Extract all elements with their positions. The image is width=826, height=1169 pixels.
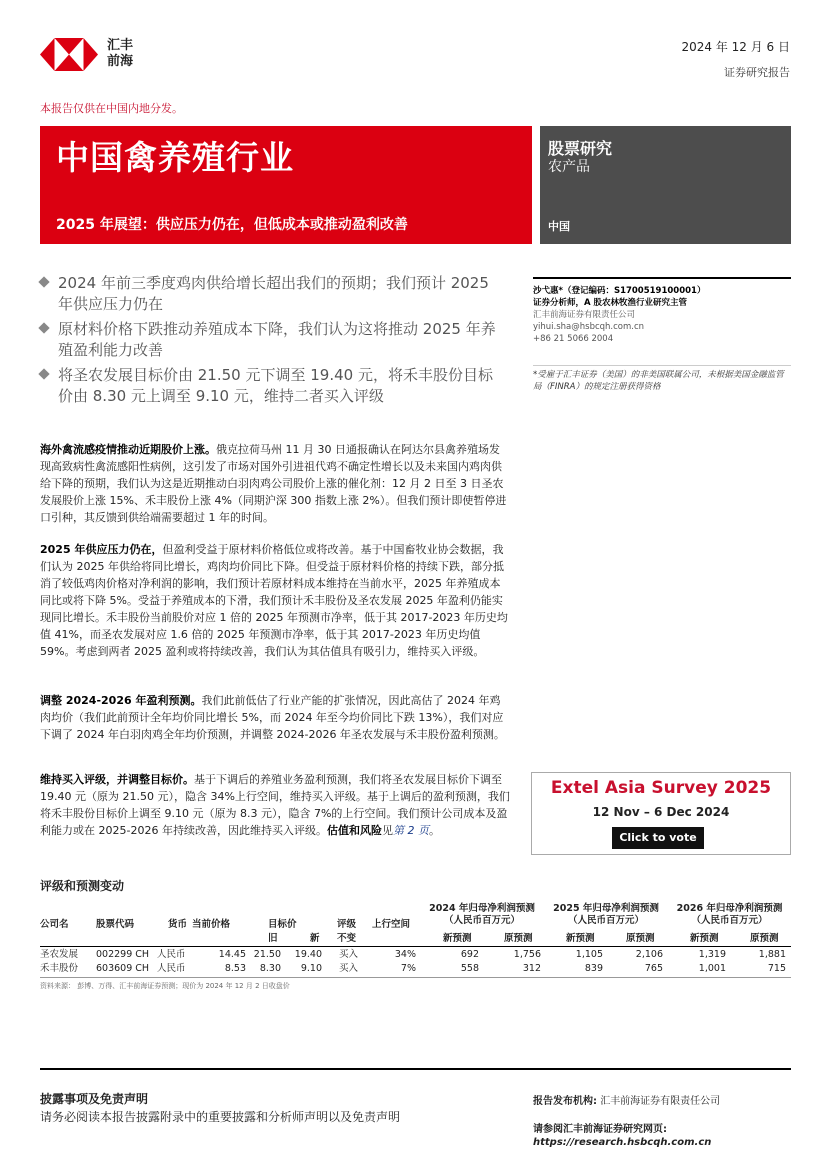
key-point: 原材料价格下跌推动养殖成本下降，我们认为这将推动 2025 年养殖盈利能力改善 [40, 319, 500, 361]
group-header: 2026 年归母净利润预测 （人民币百万元） [676, 903, 783, 926]
diamond-bullet-icon [38, 368, 49, 379]
analyst-role: 证券分析师，A 股农林牧渔行业研究主管 [533, 298, 688, 308]
sector-name: 农产品 [548, 159, 590, 175]
col-price: 当前价格 [192, 919, 231, 930]
sector-country: 中国 [548, 220, 570, 233]
analyst-note: *受雇于汇丰证券（美国）的非美国联属公司，未根据美国金融监管局（FINRA）的规定注册获得资格 [533, 365, 791, 393]
report-date: 2024 年 12 月 6 日 [681, 40, 790, 54]
key-point: 2024 年前三季度鸡肉供给增长超出我们的预期；我们预计 2025 年供应压力仍在 [40, 273, 500, 315]
col-upside: 上行空间 [372, 919, 411, 930]
col-old-f: 原预测 [750, 933, 779, 944]
survey-title: Extel Asia Survey 2025 [550, 778, 772, 798]
footer-rule [40, 1068, 791, 1070]
disclosure-text: 请务必阅读本报告披露附录中的重要披露和分析师声明以及免责声明 [40, 1110, 401, 1124]
key-points [40, 273, 500, 411]
page-subtitle: 2025 年展望：供应压力仍在，但低成本或推动盈利改善 [56, 217, 408, 233]
paragraph-2: 2025 年供应压力仍在，但盈利受益于原材料价格低位或将改善。基于中国畜牧业协会数据，我们认为 2025 年供给将同比增长，鸡肉均价同比下降。但受益于原材料价格的持续下跌，部分抵消了较低鸡肉价格对净利润的影响，我们预计若原材料成本维持在当前水平，2025 年养殖成本同比或将下降 5%。受益于养殖成本的下滑，我们预计禾丰股份及圣农发展 2025 年盈利仍能实现同比增长。禾丰股份当前股价对应 1 倍的 2025 年预测市净率，低于其 2017-2023 年历史均值 41%，而圣农发展对应 1.6 倍的 2025 年预测市净率，低于其 2017-2023 年历史均值 59%。考虑到两者 2025 盈利或将持续改善，我们认为其估值具有吸引力，维持买入评级。 [40, 543, 508, 658]
table-title: 评级和预测变动 [40, 879, 125, 893]
col-old-f: 原预测 [626, 933, 655, 944]
col-old-f: 原预测 [504, 933, 533, 944]
paragraph-1: 海外禽流感疫情推动近期股价上涨。俄克拉荷马州 11 月 30 日通报确认在阿达尔县禽养殖场发现高致病性禽流感阳性病例，这引发了市场对国外引进祖代鸡不确定性增长以及未来国内鸡肉供给下降的预期，我们认为这是近期推动白羽肉鸡公司股价上涨的催化剂：12 月 2 日至 3 日圣农发展股价上涨 15%、禾丰股份上涨 4%（同期沪深 300 指数上涨 2%）。但我们预计即使暂停进口引种，其反馈到供给端需要超过 1 年的时间。 [40, 443, 507, 524]
group-header: 2024 年归母净利润预测 （人民币百万元） [429, 903, 535, 926]
website-link[interactable]: https://research.hsbcqh.com.cn [533, 1137, 712, 1148]
col-new-f: 新预测 [566, 933, 595, 944]
col-rating: 评级 [337, 919, 357, 930]
analyst-email[interactable]: yihui.sha@hsbcqh.com.cn [533, 322, 645, 332]
analyst-name: 沙弋惠*（登记编码：S1700519100001） [533, 286, 706, 296]
table-row: 禾丰股份 603609 CH 人民币 8.53 8.30 9.10 买入 7% 558 312 839 765 1,001 715 [40, 963, 786, 974]
vote-button[interactable]: Click to vote [612, 827, 704, 849]
diamond-bullet-icon [38, 276, 49, 287]
diamond-bullet-icon [38, 322, 49, 333]
group-header: 2025 年归母净利润预测 （人民币百万元） [553, 903, 659, 926]
survey-dates: 12 Nov – 6 Dec 2024 [592, 805, 730, 819]
sector-category: 股票研究 [548, 139, 613, 158]
hsbc-logo [40, 38, 98, 71]
report-type: 证券研究报告 [724, 66, 790, 79]
disclosure-title: 披露事项及免责声明 [40, 1092, 149, 1106]
analyst-info [533, 277, 791, 345]
table-rule [40, 946, 791, 947]
col-old: 旧 [268, 933, 278, 944]
key-point: 将圣农发展目标价由 21.50 元下调至 19.40 元，将禾丰股份目标价由 8.30 元上调至 9.10 元，维持二者买入评级 [40, 365, 500, 407]
brand-name: 汇丰 前海 [107, 38, 134, 69]
analyst-phone: +86 21 5066 2004 [533, 334, 614, 344]
col-new-f: 新预测 [443, 933, 472, 944]
page-title: 中国禽养殖行业 [56, 138, 294, 177]
table-row: 圣农发展 002299 CH 人民币 14.45 21.50 19.40 买入 34% 692 1,756 1,105 2,106 1,319 1,881 [40, 949, 786, 960]
analyst-company: 汇丰前海证券有限责任公司 [533, 310, 636, 320]
issuer: 报告发布机构: 汇丰前海证券有限责任公司 [533, 1096, 721, 1107]
col-currency: 货币 [168, 919, 188, 930]
distribution-note: 本报告仅供在中国内地分发。 [40, 102, 183, 115]
table-source: 资料来源： 彭博、万得、汇丰前海证券预测；现价为 2024 年 12 月 2 日收盘价 [40, 982, 290, 990]
col-new: 新 [310, 933, 320, 944]
page-2-link[interactable]: 第 2 页 [392, 824, 429, 837]
col-company: 公司名 [40, 919, 69, 930]
paragraph-4: 维持买入评级，并调整目标价。基于下调后的养殖业务盈利预测，我们将圣农发展目标价下调至 19.40 元（原为 21.50 元），隐含 34%上行空间，维持买入评级。基于上调后的盈利预测，我们将禾丰股份目标价上调至 9.10 元（原为 8.3 元），隐含 7%的上行空间。我们预计公司成本及盈利能力或在 2025-2026 年持续改善，因此维持买入评级。估值和风险见第 2 页。 [40, 773, 510, 837]
col-new-f: 新预测 [690, 933, 719, 944]
paragraph-3: 调整 2024-2026 年盈利预测。我们此前低估了行业产能的扩张情况，因此高估了 2024 年鸡肉均价（我们此前预计全年均价同比增长 5%，而 2024 年至今均价同比下跌 13%），我们对应下调了 2024 年白羽肉鸡全年均价预测，并调整 2024-2026 年圣农发展与禾丰股份盈利预测。 [40, 694, 505, 741]
table-rule [40, 977, 791, 978]
col-code: 股票代码 [96, 919, 135, 930]
col-unchanged: 不变 [337, 933, 357, 944]
website-label: 请参阅汇丰前海证券研究网页: [533, 1124, 667, 1135]
col-target: 目标价 [268, 919, 297, 930]
